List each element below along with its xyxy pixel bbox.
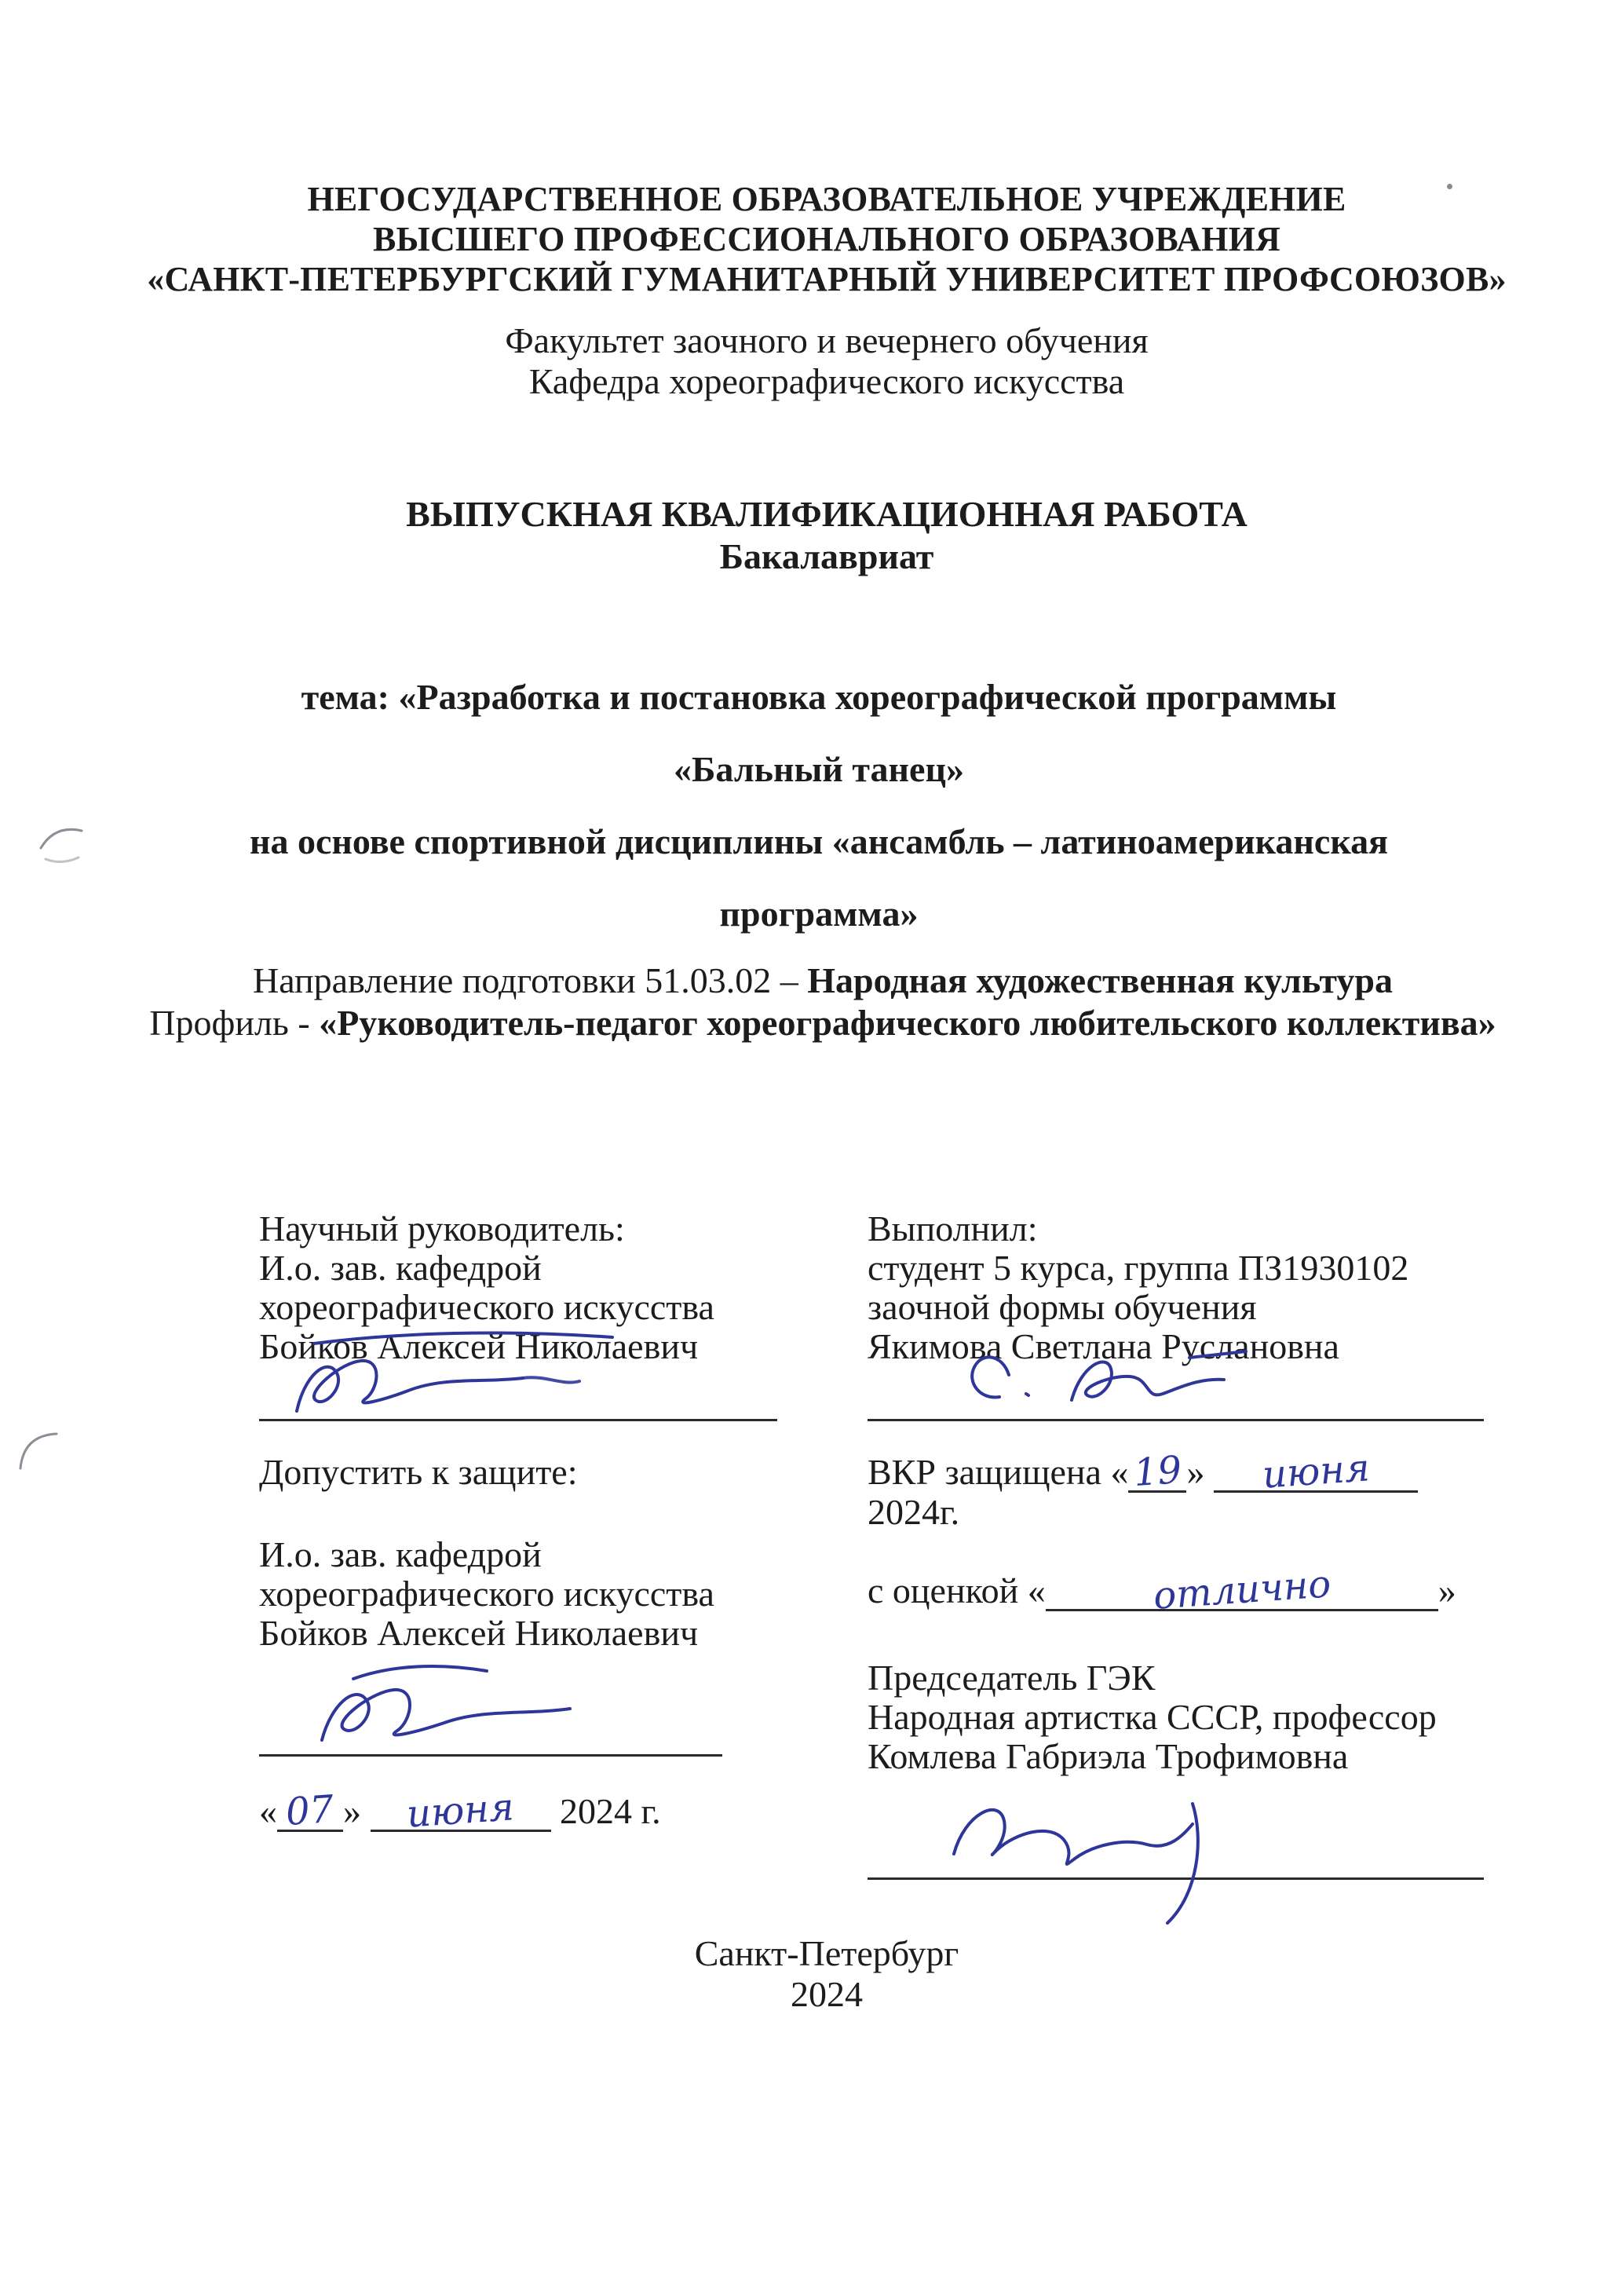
faculty-department (110, 320, 1543, 402)
profile-value: «Руководитель-педагог хореографического любительского коллектива» (319, 1003, 1496, 1043)
work-type-block (110, 493, 1543, 578)
defense-close-quote: » (1186, 1452, 1205, 1492)
institution-line-1: НЕГОСУДАРСТВЕННОЕ ОБРАЗОВАТЕЛЬНОЕ УЧРЕЖДЕНИЕ (307, 180, 1346, 218)
date-year: 2024 г. (560, 1791, 661, 1831)
defense-year: 2024г. (868, 1492, 960, 1532)
faculty-line: Факультет заочного и вечернего обучения (505, 320, 1149, 360)
performed-label: Выполнил: (868, 1208, 1038, 1249)
chairman-signature-line (868, 1786, 1484, 1880)
supervisor-position-line-2: хореографического искусства (259, 1287, 714, 1327)
admit-date-line (259, 1785, 793, 1837)
date-open-quote: « (259, 1791, 277, 1831)
chairman-title: Народная артистка СССР, профессор (868, 1697, 1437, 1737)
supervisor-signature (283, 1311, 659, 1428)
defense-month-handwritten: июня (1260, 1446, 1372, 1497)
grade-handwritten: отлично (1151, 1562, 1332, 1618)
date-month-handwritten: июня (405, 1785, 516, 1837)
head-position-line-1: И.о. зав. кафедрой (259, 1534, 542, 1574)
chairman-name: Комлева Габриэла Трофимовна (868, 1736, 1349, 1776)
left-column (259, 1209, 793, 1880)
defense-day-handwritten: 19 (1132, 1447, 1183, 1496)
footer-block (110, 1933, 1543, 2015)
grade-suffix: » (1438, 1570, 1456, 1610)
profile-label: Профиль - (149, 1003, 320, 1043)
supervisor-position-line-1: И.о. зав. кафедрой (259, 1248, 542, 1288)
defense-prefix: ВКР защищена « (868, 1452, 1129, 1492)
head-signature (306, 1652, 636, 1762)
direction-line (141, 960, 1504, 1002)
work-type-title: ВЫПУСКНАЯ КВАЛИФИКАЦИОННАЯ РАБОТА (406, 494, 1248, 534)
footer-city: Санкт-Петербург (694, 1933, 959, 1973)
head-signature-line (259, 1662, 722, 1757)
student-line-2: заочной формы обучения (868, 1287, 1257, 1327)
signatures-section (259, 1209, 1484, 1880)
theme-line-2: «Бальный танец» (674, 749, 964, 789)
department-line: Кафедра хореографического искусства (528, 361, 1125, 401)
theme-line-4: программа» (719, 894, 919, 934)
date-day-handwritten: 07 (284, 1786, 336, 1835)
theme-line-3: на основе спортивной дисциплины «ансамбль – латиноамериканская (249, 821, 1389, 861)
institution-line-2: ВЫСШЕГО ПРОФЕССИОНАЛЬНОГО ОБРАЗОВАНИЯ (373, 220, 1280, 258)
right-column (868, 1209, 1484, 1880)
direction-label: Направление подготовки 51.03.02 – (253, 960, 808, 1000)
chairman-signature (930, 1775, 1339, 1932)
theme-line-1: тема: «Разработка и постановка хореографической программы (301, 677, 1337, 717)
institution-line-3: «САНКТ-ПЕТЕРБУРГСКИЙ ГУМАНИТАРНЫЙ УНИВЕРСИТЕТ ПРОФСОЮЗОВ» (147, 260, 1507, 298)
supervisor-name: Бойков Алексей Николаевич (259, 1326, 699, 1366)
institution-header (110, 179, 1543, 299)
grade-prefix: с оценкой « (868, 1570, 1046, 1610)
student-signature-line (868, 1366, 1484, 1421)
scan-artifact-arc-bottom (16, 1428, 71, 1483)
student-name: Якимова Светлана Руслановна (868, 1326, 1339, 1366)
defense-date-line (868, 1446, 1484, 1497)
head-name: Бойков Алексей Николаевич (259, 1613, 699, 1653)
scan-artifact-arc-top (38, 821, 93, 868)
grade-line (868, 1562, 1484, 1618)
date-close-quote: » (343, 1791, 361, 1831)
admit-label: Допустить к защите: (259, 1452, 578, 1492)
direction-profile-block (141, 960, 1504, 1044)
profile-line (141, 1002, 1504, 1044)
supervisor-label: Научный руководитель: (259, 1208, 625, 1249)
student-line-1: студент 5 курса, группа ПЗ1930102 (868, 1248, 1409, 1288)
supervisor-signature-line (259, 1366, 777, 1421)
footer-year: 2024 (791, 1974, 863, 2014)
work-degree: Бакалавриат (719, 536, 934, 576)
head-position-line-2: хореографического искусства (259, 1574, 714, 1614)
student-signature (954, 1331, 1284, 1425)
direction-value: Народная художественная культура (807, 960, 1393, 1000)
chairman-label: Председатель ГЭК (868, 1658, 1156, 1698)
theme-block (118, 661, 1520, 950)
